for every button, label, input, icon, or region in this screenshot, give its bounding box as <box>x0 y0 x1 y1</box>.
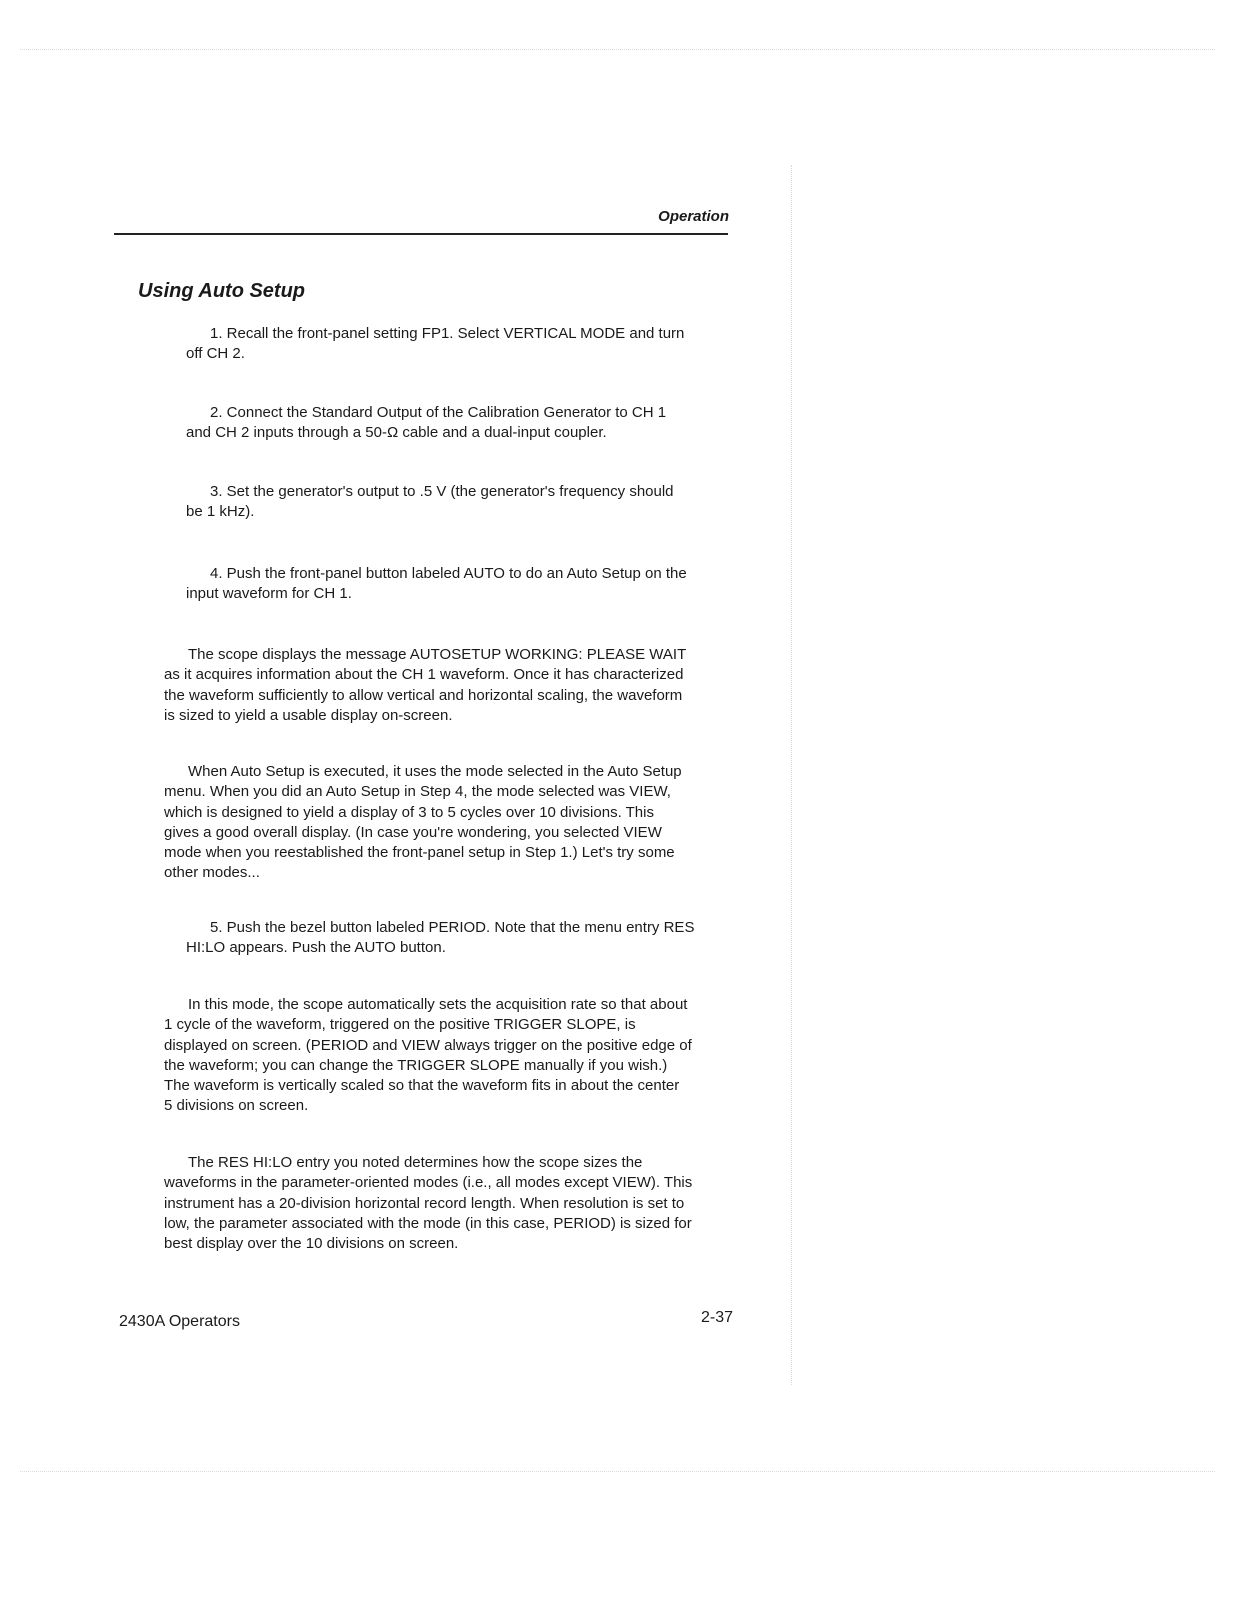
scan-artifact-edge <box>791 165 792 1385</box>
paragraph-line: gives a good overall display. (In case you're wondering, you selected VIEW <box>164 823 662 841</box>
step-1-line-1: 1. Recall the front-panel setting FP1. Select VERTICAL MODE and turn <box>210 325 685 342</box>
running-header: Operation <box>658 208 729 225</box>
footer-page-number: 2-37 <box>701 1309 734 1326</box>
scan-artifact-bottom <box>20 1471 1215 1472</box>
step-1-line-2: off CH 2. <box>186 345 245 363</box>
step-1 <box>186 324 684 365</box>
paragraph-line: is sized to yield a usable display on-screen. <box>164 706 453 724</box>
step-4-line-1: 4. Push the front-panel button labeled AUTO to do an Auto Setup on the <box>210 565 687 582</box>
paragraph-line: The scope displays the message AUTOSETUP WORKING: PLEASE WAIT <box>188 646 687 663</box>
step-2 <box>186 403 666 444</box>
header-rule <box>114 233 728 235</box>
paragraph-line: 1 cycle of the waveform, triggered on the positive TRIGGER SLOPE, is <box>164 1016 636 1034</box>
step-3 <box>186 482 674 523</box>
paragraph-line: instrument has a 20-division horizontal record length. When resolution is set to <box>164 1194 685 1212</box>
res-hilo-paragraph <box>164 1153 692 1254</box>
paragraph-line: other modes... <box>164 864 260 882</box>
period-mode-paragraph <box>164 995 692 1117</box>
step-3-line-1: 3. Set the generator's output to .5 V (the generator's frequency should <box>210 483 674 500</box>
step-5-line-2: HI:LO appears. Push the AUTO button. <box>186 939 446 957</box>
paragraph-line: displayed on screen. (PERIOD and VIEW always trigger on the positive edge of <box>164 1036 692 1054</box>
paragraph-line: When Auto Setup is executed, it uses the mode selected in the Auto Setup <box>188 763 682 780</box>
paragraph-line: waveforms in the parameter-oriented modes (i.e., all modes except VIEW). This <box>164 1174 693 1192</box>
paragraph-line: low, the parameter associated with the mode (in this case, PERIOD) is sized for <box>164 1214 692 1232</box>
paragraph-line: In this mode, the scope automatically sets the acquisition rate so that about <box>188 996 688 1013</box>
paragraph-line: 5 divisions on screen. <box>164 1097 309 1115</box>
section-title: Using Auto Setup <box>138 280 306 302</box>
scan-artifact-top <box>20 49 1215 50</box>
paragraph-line: the waveform; you can change the TRIGGER SLOPE manually if you wish.) <box>164 1056 668 1074</box>
step-3-line-2: be 1 kHz). <box>186 503 255 521</box>
step-2-line-1: 2. Connect the Standard Output of the Calibration Generator to CH 1 <box>210 404 667 421</box>
paragraph-line: best display over the 10 divisions on screen. <box>164 1235 459 1253</box>
step-5-line-1: 5. Push the bezel button labeled PERIOD. Note that the menu entry RES <box>210 919 695 936</box>
auto-setup-mode-paragraph <box>164 762 682 884</box>
step-4-line-2: input waveform for CH 1. <box>186 585 352 603</box>
footer-manual-title: 2430A Operators <box>119 1313 240 1330</box>
autosetup-message-paragraph <box>164 645 686 726</box>
step-2-line-2: and CH 2 inputs through a 50-Ω cable and a dual-input coupler. <box>186 424 607 442</box>
paragraph-line: which is designed to yield a display of 3 to 5 cycles over 10 divisions. This <box>164 803 654 821</box>
paragraph-line: The RES HI:LO entry you noted determines how the scope sizes the <box>188 1154 643 1171</box>
paragraph-line: the waveform sufficiently to allow vertical and horizontal scaling, the waveform <box>164 686 683 704</box>
paragraph-line: as it acquires information about the CH 1 waveform. Once it has characterized <box>164 666 684 684</box>
step-4 <box>186 564 687 605</box>
paragraph-line: The waveform is vertically scaled so that the waveform fits in about the center <box>164 1077 680 1095</box>
paragraph-line: menu. When you did an Auto Setup in Step 4, the mode selected was VIEW, <box>164 783 671 801</box>
step-5 <box>186 918 694 959</box>
paragraph-line: mode when you reestablished the front-panel setup in Step 1.) Let's try some <box>164 844 675 862</box>
